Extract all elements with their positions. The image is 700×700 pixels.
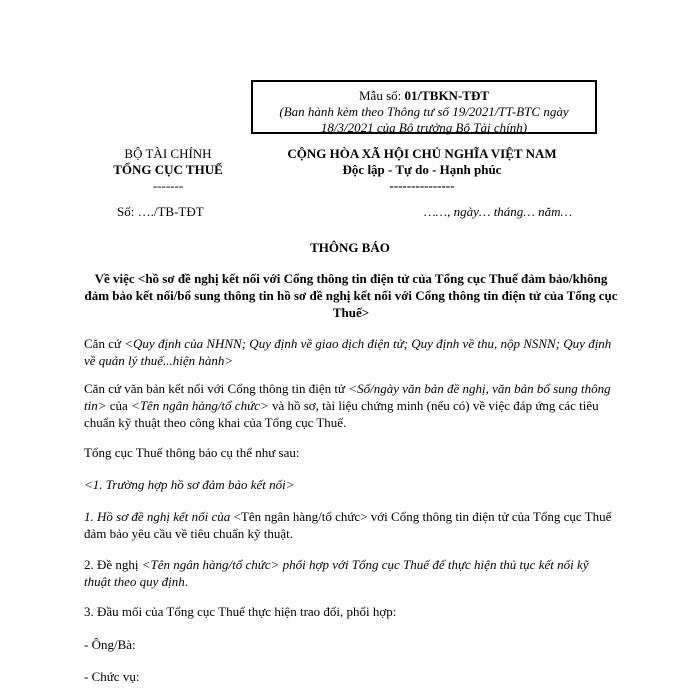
paragraph-legal-basis: [84, 335, 618, 369]
form-number-box: [251, 80, 597, 134]
p2-italic-1: <Số/ngày văn bản đề nghị, văn bản bổ sung thông tin>: [84, 381, 611, 413]
form-issued-line-2: 18/3/2021 của Bộ trưởng Bộ Tài chính): [320, 120, 528, 135]
document-title: THÔNG BÁO: [310, 240, 390, 255]
form-label: Mẫu số:: [358, 88, 405, 103]
p5-italic: 1. Hồ sơ đề nghị kết nối của: [84, 509, 234, 524]
ministry-name: BỘ TÀI CHÍNH: [124, 146, 212, 161]
paragraph-case-heading: <1. Trường hợp hồ sơ đảm bảo kết nối>: [84, 477, 295, 492]
paragraph-item-3: 3. Đầu mối của Tổng cục Thuế thực hiện trao đổi, phối hợp:: [84, 604, 397, 619]
agency-header: [98, 146, 238, 194]
paragraph-item-2: [84, 556, 618, 590]
department-name: TỔNG CỤC THUẾ: [113, 162, 223, 177]
p6-italic: <Tên ngân hàng/tổ chức> phối hợp với Tổng cục Thuế để thực hiện thủ tục kết nối kỹ thuật theo quy định: [84, 557, 589, 589]
p5-tail: với Cổng thông tin điện tử của Tổng cục Thuế đảm bảo yêu cầu về tiêu chuẩn kỹ thuật.: [84, 509, 612, 541]
p5-bracket: <Tên ngân hàng/tổ chức>: [233, 509, 368, 524]
form-issued-line-1: (Ban hành kèm theo Thông tư số 19/2021/TT-BTC ngày: [279, 104, 569, 119]
p2-mid: của: [106, 398, 132, 413]
p2-italic-2: <Tên ngân hàng/tổ chức>: [131, 398, 269, 413]
p2-tail: và hồ sơ, tài liệu chứng minh (nếu có) về việc đáp ứng các tiêu chuẩn kỹ thuật theo công khai của Tổng cục Thuế.: [84, 398, 599, 430]
paragraph-item-1: [84, 508, 618, 542]
agency-separator: -------: [152, 178, 184, 193]
date-line: ……, ngày… tháng… năm…: [424, 204, 573, 219]
national-motto: Độc lập - Tự do - Hạnh phúc: [342, 162, 502, 177]
contact-name-line: - Ông/Bà:: [84, 637, 136, 652]
document-number: Số: …./TB-TĐT: [117, 204, 204, 219]
contact-position-line: - Chức vụ:: [84, 669, 140, 684]
document-subject: Về việc <hồ sơ đề nghị kết nối với Cổng thông tin điện tử của Tổng cục Thuế đảm bảo/không đảm bảo kết nối/bổ sung thông tin hồ sơ đề nghị kết nối với Cổng thông tin điện tử của Tổng cục Thuế>: [84, 271, 618, 320]
p1-italic: <Quy định của NHNN; Quy định về giao dịch điện tử; Quy định về thu, nộp NSNN; Quy định về quản lý thuế...hiện hành>: [84, 336, 612, 368]
p1-lead: Căn cứ: [84, 336, 125, 351]
national-separator: ---------------: [389, 178, 455, 193]
paragraph-connection-basis: [84, 380, 618, 431]
national-header: [262, 146, 582, 194]
national-title: CỘNG HÒA XÃ HỘI CHỦ NGHĨA VIỆT NAM: [287, 146, 557, 161]
p2-lead: Căn cứ văn bản kết nối với Cổng thông tin điện tử: [84, 381, 349, 396]
form-code: 01/TBKN-TĐT: [404, 88, 489, 103]
paragraph-announcement: Tổng cục Thuế thông báo cụ thể như sau:: [84, 445, 300, 460]
p6-lead: 2. Đề nghị: [84, 557, 142, 572]
p6-tail: .: [184, 574, 188, 589]
